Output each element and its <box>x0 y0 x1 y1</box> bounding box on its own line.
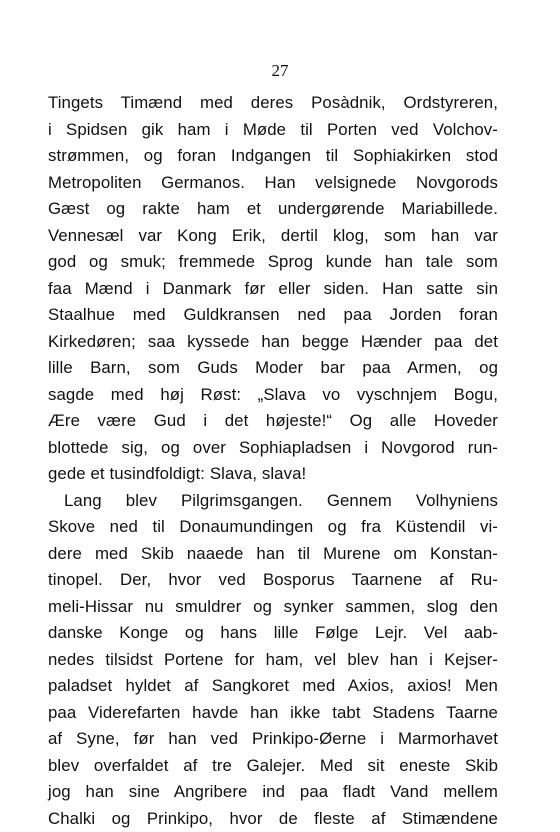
text-line: blev overfaldet af tre Galejer. Med sit eneste Skib <box>48 753 498 780</box>
text-line: danske Konge og hans lille Følge Lejr. Vel aab- <box>48 620 498 647</box>
text-line: Tingets Timænd med deres Posàdnik, Ordstyreren, <box>48 90 498 117</box>
page-number: 27 <box>0 61 560 81</box>
text-line: jog han sine Angribere ind paa fladt Vand mellem <box>48 779 498 806</box>
text-line: paladset hyldet af Sangkoret med Axios, axios! Men <box>48 673 498 700</box>
text-line: meli-Hissar nu smuldrer og synker sammen, slog den <box>48 594 498 621</box>
text-line: Skove ned til Donaumundingen og fra Küstendil vi- <box>48 514 498 541</box>
text-line: sagde med høj Røst: „Slava vo vyschnjem Bogu, <box>48 382 498 409</box>
text-line: Chalki og Prinkipo, hvor de fleste af Stimændene <box>48 806 498 832</box>
text-line: strømmen, og foran Indgangen til Sophiakirken stod <box>48 143 498 170</box>
text-line: lille Barn, som Guds Moder bar paa Armen, og <box>48 355 498 382</box>
text-line: Staalhue med Guldkransen ned paa Jorden foran <box>48 302 498 329</box>
text-line: Kirkedøren; saa kyssede han begge Hænder paa det <box>48 329 498 356</box>
text-line: faa Mænd i Danmark før eller siden. Han satte sin <box>48 276 498 303</box>
text-line: blottede sig, og over Sophiapladsen i Novgorod run- <box>48 435 498 462</box>
text-line: god og smuk; fremmede Sprog kunde han tale som <box>48 249 498 276</box>
text-line-paragraph-start: Lang blev Pilgrimsgangen. Gennem Volhyniens <box>48 488 498 515</box>
text-line: paa Viderefarten havde han ikke tabt Stadens Taarne <box>48 700 498 727</box>
text-line: dere med Skib naaede han til Murene om Konstan- <box>48 541 498 568</box>
text-line: af Syne, før han ved Prinkipo-Øerne i Marmorhavet <box>48 726 498 753</box>
text-line: Gæst og rakte ham et undergørende Mariabillede. <box>48 196 498 223</box>
text-line: tinopel. Der, hvor ved Bosporus Taarnene af Ru- <box>48 567 498 594</box>
text-line: Ære være Gud i det højeste!“ Og alle Hoveder <box>48 408 498 435</box>
text-line: i Spidsen gik ham i Møde til Porten ved Volchov- <box>48 117 498 144</box>
text-line: Metropoliten Germanos. Han velsignede Novgorods <box>48 170 498 197</box>
text-line-paragraph-end: gede et tusindfoldigt: Slava, slava! <box>48 461 498 488</box>
body-text <box>48 90 498 832</box>
text-line: Vennesæl var Kong Erik, dertil klog, som han var <box>48 223 498 250</box>
text-line: nedes tilsidst Portene for ham, vel blev han i Kejser- <box>48 647 498 674</box>
